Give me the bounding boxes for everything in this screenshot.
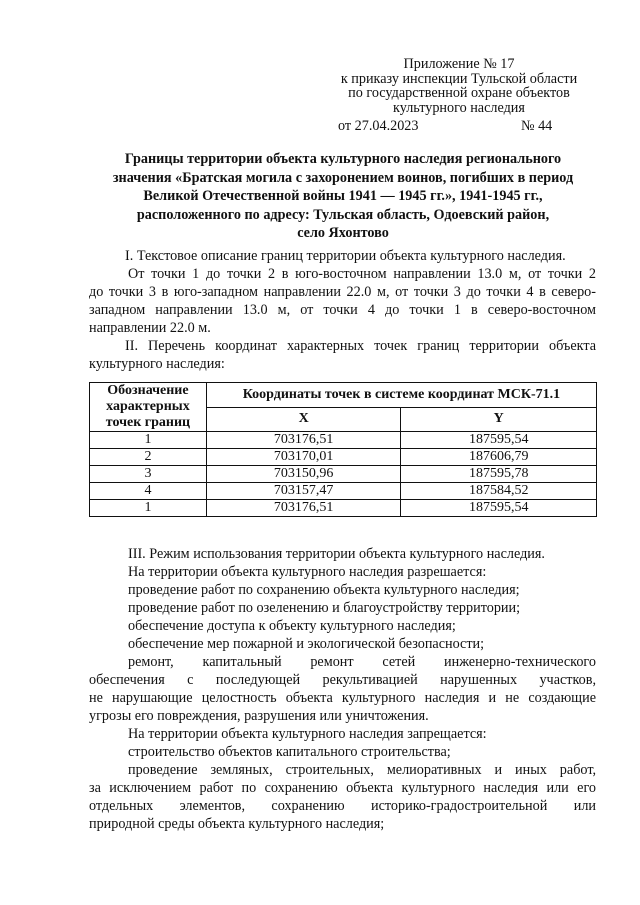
- title-line: расположенного по адресу: Тульская область, Одоевский район,: [136, 206, 550, 223]
- col-point-header: Обозначение характерных точек границ: [90, 383, 207, 432]
- y-cell: 187595,78: [401, 466, 597, 483]
- allowed-intro: На территории объекта культурного наследия разрешается:: [128, 564, 487, 580]
- appendix-order-line: к приказу инспекции Тульской области: [340, 70, 578, 87]
- appendix-order-line: культурного наследия: [393, 99, 525, 116]
- appendix-header: [330, 57, 588, 115]
- section-1-line: до точки 3 в юго-западном направлении 22.0 м, от точки 3 до точки 4 в северо-: [89, 284, 596, 300]
- section-3: [89, 545, 596, 833]
- section-1-line: направлении 22.0 м.: [89, 320, 211, 336]
- allowed-item: проведение работ по озеленению и благоустройству территории;: [128, 600, 521, 616]
- allowed-item: проведение работ по сохранению объекта культурного наследия;: [128, 582, 520, 598]
- x-cell: 703150,96: [206, 466, 401, 483]
- coordinates-table: [89, 382, 597, 517]
- prohibited-intro: На территории объекта культурного наследия запрещается:: [128, 726, 487, 742]
- title-line: село Яхонтово: [297, 225, 389, 241]
- allowed-item: обеспечение доступа к объекту культурного наследия;: [128, 618, 456, 634]
- section-3-heading: III. Режим использования территории объекта культурного наследия.: [128, 546, 545, 562]
- allowed-item: обеспечение мер пожарной и экологической безопасности;: [128, 636, 485, 652]
- prohibited-item-cont: за исключением работ по сохранению объекта культурного наследия или его: [89, 780, 596, 796]
- appendix-order-line: по государственной охране объектов: [348, 85, 570, 101]
- prohibited-item: строительство объектов капитального строительства;: [128, 744, 451, 760]
- section-1: [89, 247, 596, 373]
- table-row: [90, 432, 597, 449]
- section-1-line: западном направлении 13.0 м, от точки 4 до точки 1 в северо-восточном: [89, 302, 596, 318]
- x-cell: 703176,51: [206, 500, 401, 517]
- point-cell: 4: [90, 483, 207, 500]
- prohibited-item-cont: отдельных элементов, сохранению историко-градостроительной или: [89, 798, 596, 814]
- point-cell: 3: [90, 466, 207, 483]
- title-line: Границы территории объекта культурного наследия регионального: [124, 151, 562, 167]
- allowed-item-repair-cont: не нарушающие целостность объекта культурного наследия и не создающие: [89, 690, 596, 706]
- point-cell: 1: [90, 500, 207, 517]
- point-cell: 1: [90, 432, 207, 449]
- table-row: [90, 466, 597, 483]
- x-header: X: [206, 407, 401, 432]
- section-2-heading-cont: культурного наследия:: [89, 356, 225, 372]
- y-cell: 187584,52: [401, 483, 597, 500]
- coord-system-header: Координаты точек в системе координат МСК-71.1: [206, 383, 596, 408]
- title-line: Великой Отечественной войны 1941 — 1945 гг.», 1941-1945 гг.,: [143, 188, 543, 204]
- section-1-heading: I. Текстовое описание границ территории объекта культурного наследия.: [125, 248, 566, 264]
- order-meta: [338, 117, 588, 135]
- x-cell: 703157,47: [206, 483, 401, 500]
- section-1-line: От точки 1 до точки 2 в юго-восточном направлении 13.0 м, от точки 2: [128, 266, 596, 282]
- order-number: № 44: [521, 118, 553, 134]
- section-2-heading: II. Перечень координат характерных точек границ территории объекта: [125, 338, 596, 354]
- y-cell: 187595,54: [401, 500, 597, 517]
- prohibited-item: проведение земляных, строительных, мелиоративных и иных работ,: [128, 762, 596, 778]
- title-line: значения «Братская могила с захоронением воинов, погибших в период: [112, 169, 574, 186]
- point-cell: 2: [90, 449, 207, 466]
- y-header: Y: [401, 407, 597, 432]
- table-row: [90, 483, 597, 500]
- y-cell: 187595,54: [401, 432, 597, 449]
- document-title: [90, 150, 596, 243]
- x-cell: 703170,01: [206, 449, 401, 466]
- allowed-item-repair-cont: угрозы его повреждения, разрушения или уничтожения.: [89, 708, 429, 724]
- table-row: [90, 500, 597, 517]
- x-cell: 703176,51: [206, 432, 401, 449]
- y-cell: 187606,79: [401, 449, 597, 466]
- appendix-title: Приложение № 17: [403, 56, 515, 72]
- prohibited-item-cont: природной среды объекта культурного наследия;: [89, 816, 385, 832]
- allowed-item-repair: ремонт, капитальный ремонт сетей инженерно-технического: [128, 654, 596, 670]
- table-row: [90, 449, 597, 466]
- allowed-item-repair-cont: обеспечения с последующей рекультивацией нарушенных участков,: [89, 672, 596, 688]
- order-date: от 27.04.2023: [338, 118, 419, 134]
